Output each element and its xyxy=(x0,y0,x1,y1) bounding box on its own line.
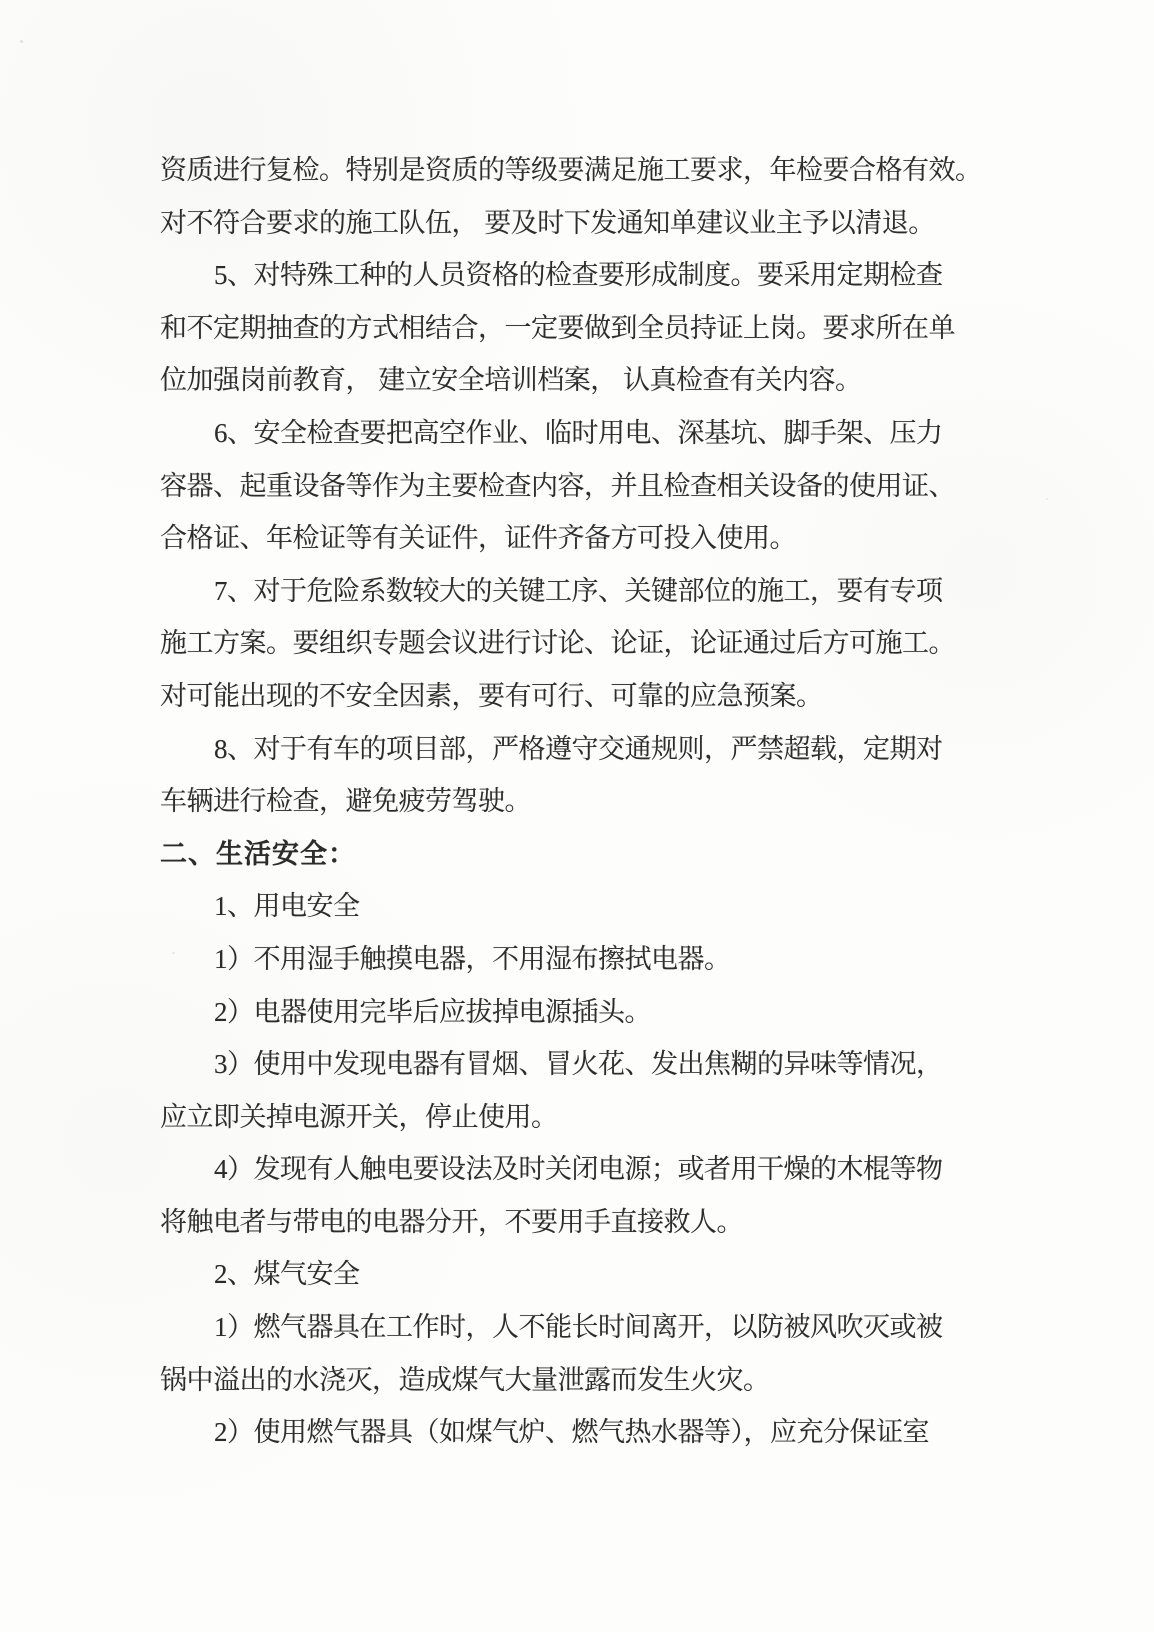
doc-line: 应立即关掉电源开关，停止使用。 xyxy=(160,1101,558,1132)
doc-line: 对不符合要求的施工队伍， 要及时下发通知单建议业主予以清退。 xyxy=(160,207,935,238)
doc-line: 5、对特殊工种的人员资格的检查要形成制度。要采用定期检查 xyxy=(214,260,943,291)
doc-line: 6、安全检查要把高空作业、临时用电、深基坑、脚手架、压力 xyxy=(214,417,943,448)
doc-line: 将触电者与带电的电器分开，不要用手直接救人。 xyxy=(160,1206,743,1237)
doc-line: 2）电器使用完毕后应拔掉电源插头。 xyxy=(214,996,651,1027)
doc-line: 对可能出现的不安全因素，要有可行、可靠的应急预案。 xyxy=(160,680,823,711)
doc-line: 1）燃气器具在工作时，人不能长时间离开，以防被风吹灭或被 xyxy=(214,1312,943,1343)
scan-speck xyxy=(1046,498,1048,500)
document-body xyxy=(160,144,982,1459)
doc-line: 2）使用燃气器具（如煤气炉、燃气热水器等），应充分保证室 xyxy=(214,1417,929,1448)
doc-line: 合格证、年检证等有关证件，证件齐备方可投入使用。 xyxy=(160,523,796,554)
doc-line: 2、煤气安全 xyxy=(214,1259,360,1290)
doc-line: 4）发现有人触电要设法及时关闭电源；或者用干燥的木棍等物 xyxy=(214,1154,943,1185)
doc-line: 8、对于有车的项目部，严格遵守交通规则，严禁超载，定期对 xyxy=(214,733,943,764)
scan-speck xyxy=(20,40,23,43)
doc-line: 锅中溢出的水浇灭，造成煤气大量泄露而发生火灾。 xyxy=(160,1364,770,1395)
doc-line: 车辆进行检查，避免疲劳驾驶。 xyxy=(160,786,531,817)
doc-line: 7、对于危险系数较大的关键工序、关键部位的施工，要有专项 xyxy=(214,575,943,606)
doc-line: 3）使用中发现电器有冒烟、冒火花、发出焦糊的异味等情况， xyxy=(214,1049,943,1080)
doc-line: 资质进行复检。特别是资质的等级要满足施工要求，年检要合格有效。 xyxy=(160,155,982,185)
doc-line: 容器、起重设备等作为主要检查内容，并且检查相关设备的使用证、 xyxy=(160,470,955,501)
doc-line: 施工方案。要组织专题会议进行讨论、论证，论证通过后方可施工。 xyxy=(160,628,955,659)
doc-line: 1）不用湿手触摸电器，不用湿布擦拭电器。 xyxy=(214,943,731,974)
doc-line: 位加强岗前教育， 建立安全培训档案， 认真检查有关内容。 xyxy=(160,365,862,396)
section-heading: 二、生活安全： xyxy=(160,838,356,869)
doc-line: 1、用电安全 xyxy=(214,891,360,922)
doc-line: 和不定期抽查的方式相结合，一定要做到全员持证上岗。要求所在单 xyxy=(160,312,955,343)
